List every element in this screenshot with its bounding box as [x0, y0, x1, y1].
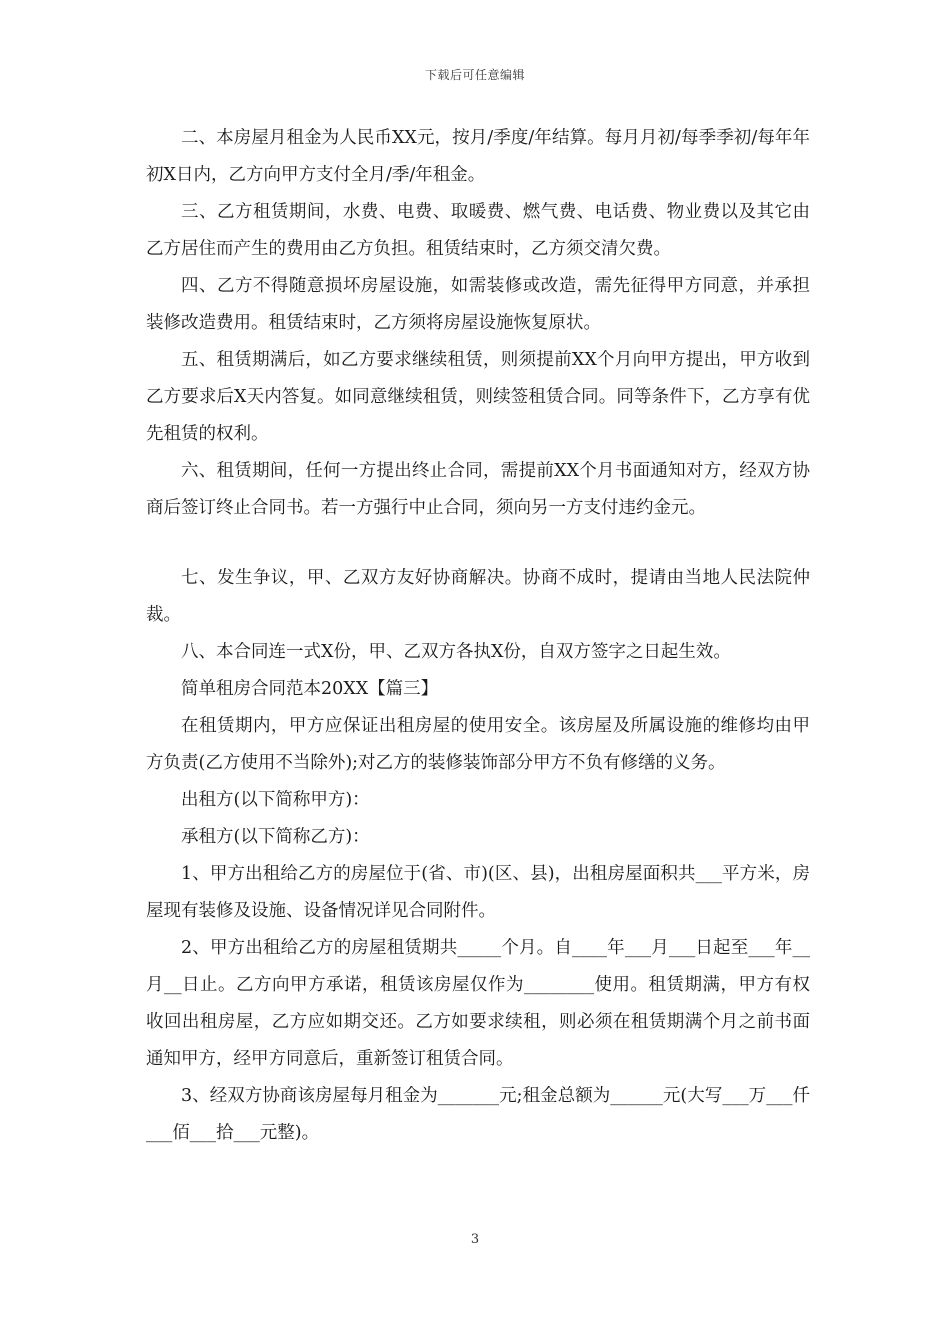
clause-7-dispute: 七、发生争议，甲、乙双方友好协商解决。协商不成时，提请由当地人民法院仲裁。: [146, 568, 810, 625]
clause-3-fees: 三、乙方租赁期间，水费、电费、取暖费、燃气费、电话费、物业费以及其它由乙方居住而产生的费用由乙方负担。租赁结束时，乙方须交清欠费。: [146, 202, 810, 259]
clause-4-facilities: 四、乙方不得随意损坏房屋设施，如需装修或改造，需先征得甲方同意，并承担装修改造费用。租赁结束时，乙方须将房屋设施恢复原状。: [146, 276, 810, 333]
lessor-line: 出租方(以下简称甲方)：: [181, 790, 370, 810]
lessee-line: 承租方(以下简称乙方)：: [181, 827, 370, 847]
paragraph-gap: [146, 527, 810, 560]
clause-6-termination: 六、租赁期间，任何一方提出终止合同，需提前XX个月书面通知对方，经双方协商后签订终止合同书。若一方强行中止合同，须向另一方支付违约金元。: [146, 461, 810, 518]
item-1-location: 1、甲方出租给乙方的房屋位于(省、市)(区、县)，出租房屋面积共___平方米，房屋现有装修及设施、设备情况详见合同附件。: [146, 864, 810, 921]
maintenance-paragraph: 在租赁期内，甲方应保证出租房屋的使用安全。该房屋及所属设施的维修均由甲方负责(乙方使用不当除外);对乙方的装修装饰部分甲方不负有修缮的义务。: [146, 716, 810, 773]
page-header: 下载后可任意编辑: [424, 68, 525, 82]
section-title: 简单租房合同范本20XX【篇三】: [181, 679, 439, 699]
clause-5-renewal: 五、租赁期满后，如乙方要求继续租赁，则须提前XX个月向甲方提出，甲方收到乙方要求后X天内答复。如同意继续租赁，则续签租赁合同。同等条件下，乙方享有优先租赁的权利。: [146, 350, 810, 444]
clause-2-rent: 二、本房屋月租金为人民币XX元，按月/季度/年结算。每月月初/每季季初/每年年初X日内，乙方向甲方支付全月/季/年租金。: [146, 128, 810, 185]
item-2-term: 2、甲方出租给乙方的房屋租赁期共_____个月。自____年___月___日起至___年__月__日止。乙方向甲方承诺，租赁该房屋仅作为________使用。租赁期满，甲方有权收回出租房屋，乙方应如期交还。乙方如要求续租，则必须在租赁期满个月之前书面通知甲方，经甲方同意后，重新签订租赁合同。: [146, 938, 810, 1069]
item-3-rent: 3、经双方协商该房屋每月租金为_______元;租金总额为______元(大写___万___仟___佰___拾___元整)。: [146, 1086, 810, 1143]
clause-8-copies: 八、本合同连一式X份，甲、乙双方各执X份，自双方签字之日起生效。: [181, 642, 731, 662]
page-number: 3: [470, 1232, 480, 1247]
document-body: [146, 120, 810, 1152]
